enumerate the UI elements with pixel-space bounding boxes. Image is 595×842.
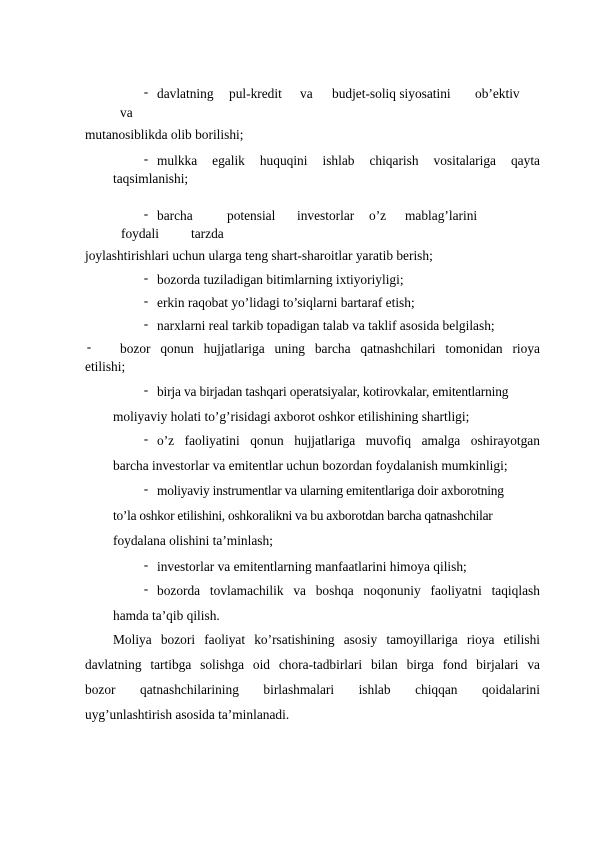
paragraph-word: birlashmalari [263,682,335,697]
paragraph-word: bozori [160,632,196,647]
item-6-text: narxlarni real tarkib topadigan talab va taklif asosida belgilash; [157,318,495,333]
item-12-word: boshqa [315,583,354,598]
paragraph-word: oid [252,657,270,672]
paragraph-line-3 [85,682,540,698]
item-3-word: potensial [227,208,276,223]
bullet-dash: - [86,339,92,354]
bullet-dash: - [143,151,149,166]
item-2-word: qayta [510,153,540,168]
item-2-word: huquqini [259,153,308,168]
item-2-line [157,153,540,169]
item-3-continuation: joylashtirishlari uchun ularga teng shart-sharoitlar yaratib berish; [85,248,433,263]
paragraph-word: tartibga [150,657,192,672]
paragraph-word: ko’rsatishining [254,632,335,647]
item-9-line-1 [157,433,540,449]
item-3-word: barcha [157,208,193,223]
item-12-word: va [293,583,306,598]
bullet-dash: - [143,581,149,596]
paragraph-word: asosiy [343,632,378,647]
paragraph-line-4: uyg’unlashtirish asosida ta’minlanadi. [85,707,290,722]
item-10-line-3: foydalana olishini ta’minlash; [113,533,273,548]
item-7-word: bozor [120,341,151,356]
bullet-dash: - [143,431,149,446]
item-4-text: bozorda tuziladigan bitimlarning ixtiyoriyligi; [157,272,404,287]
item-1-word: pul-kredit [229,86,282,101]
item-1-word: ob’ektiv [475,86,520,101]
bullet-dash: - [143,557,149,572]
bullet-dash: - [143,270,149,285]
item-9-word: faoliyatini [184,433,240,448]
item-3-word: investorlar [297,208,355,223]
item-11-text: investorlar va emitentlarning manfaatlarini himoya qilish; [157,559,467,574]
item-2-word: mulkka [157,153,198,168]
paragraph-word: rioya [466,632,495,647]
item-9-word: amalga [421,433,461,448]
item-2-word: egalik [212,153,245,168]
item-1-word: va [120,105,133,120]
item-9-word: o’z [157,433,175,448]
item-12-word: tovlamachilik [209,583,284,598]
item-9-word: muvofiq [365,433,412,448]
item-9-word: oshirayotgan [470,433,540,448]
item-7-word: barcha [314,341,351,356]
item-7-line [120,341,540,357]
paragraph-word: fond [442,657,468,672]
item-2-word: vositalariga [433,153,496,168]
item-5-text: erkin raqobat yo’lidagi to’siqlarni bartaraf etish; [157,295,415,310]
item-2-word: ishlab [322,153,355,168]
item-7-word: qatnashchilari [360,341,436,356]
bullet-dash: - [143,206,149,221]
paragraph-word: davlatning [85,657,142,672]
item-12-word: noqonuniy [363,583,421,598]
paragraph-word: tamoyillariga [386,632,458,647]
paragraph-word: etilishi [503,632,540,647]
bullet-dash: - [143,84,149,99]
item-2-word: chiqarish [369,153,419,168]
bullet-dash: - [143,382,149,397]
paragraph-word: qoidalarini [481,682,540,697]
item-3-word: mablag’larini [405,208,478,223]
paragraph-word: ishlab [358,682,391,697]
item-1-word: va [300,86,313,101]
item-12-line-1 [157,583,540,599]
item-12-word: faoliyatni [430,583,482,598]
bullet-dash: - [143,293,149,308]
item-12-line-2: hamda ta’qib qilish. [113,608,220,623]
item-7-continuation: etilishi; [85,359,126,374]
paragraph-line-1 [113,632,540,648]
item-3-word: foydali [121,226,159,241]
paragraph-word: Moliya [113,632,152,647]
paragraph-word: faoliyat [204,632,246,647]
item-7-word: tomonidan [445,341,503,356]
item-7-word: rioya [512,341,540,356]
paragraph-line-2 [85,657,540,673]
paragraph-word: birga [406,657,434,672]
item-3-word: o’z [369,208,387,223]
paragraph-word: va [527,657,540,672]
item-9-word: hujjatlariga [294,433,356,448]
paragraph-word: birjalari [476,657,519,672]
item-8-line-2: moliyaviy holati to’g’risidagi axborot oshkor etilishining shartligi; [113,409,470,424]
item-7-word: uning [274,341,306,356]
paragraph-word: bozor [85,682,116,697]
item-2-continuation: taqsimlanishi; [113,171,189,186]
paragraph-word: qatnashchilarining [140,682,239,697]
item-9-word: qonun [250,433,284,448]
paragraph-word: chiqqan [415,682,458,697]
item-10-line-1: moliyaviy instrumentlar va ularning emitentlariga doir axborotning [157,483,504,498]
item-7-word: hujjatlariga [203,341,265,356]
item-1-continuation: mutanosiblikda olib borilishi; [85,127,244,142]
item-12-word: bozorda [157,583,201,598]
item-7-word: qonun [160,341,194,356]
item-12-word: taqiqlash [491,583,540,598]
bullet-dash: - [143,316,149,331]
item-9-line-2: barcha investorlar va emitentlar uchun bozordan foydalanish mumkinligi; [113,458,508,473]
item-3-word: tarzda [191,226,224,241]
item-1-word: budjet-soliq siyosatini [332,86,451,101]
item-8-line-1: birja va birjadan tashqari operatsiyalar, kotirovkalar, emitentlarning [157,384,509,399]
item-10-line-2: to’la oshkor etilishini, oshkoralikni va bu axborotdan barcha qatnashchilar [113,508,493,523]
paragraph-word: chora-tadbirlari [278,657,363,672]
paragraph-word: bilan [370,657,398,672]
paragraph-word: solishga [200,657,245,672]
bullet-dash: - [143,481,149,496]
item-1-word: davlatning [157,86,214,101]
